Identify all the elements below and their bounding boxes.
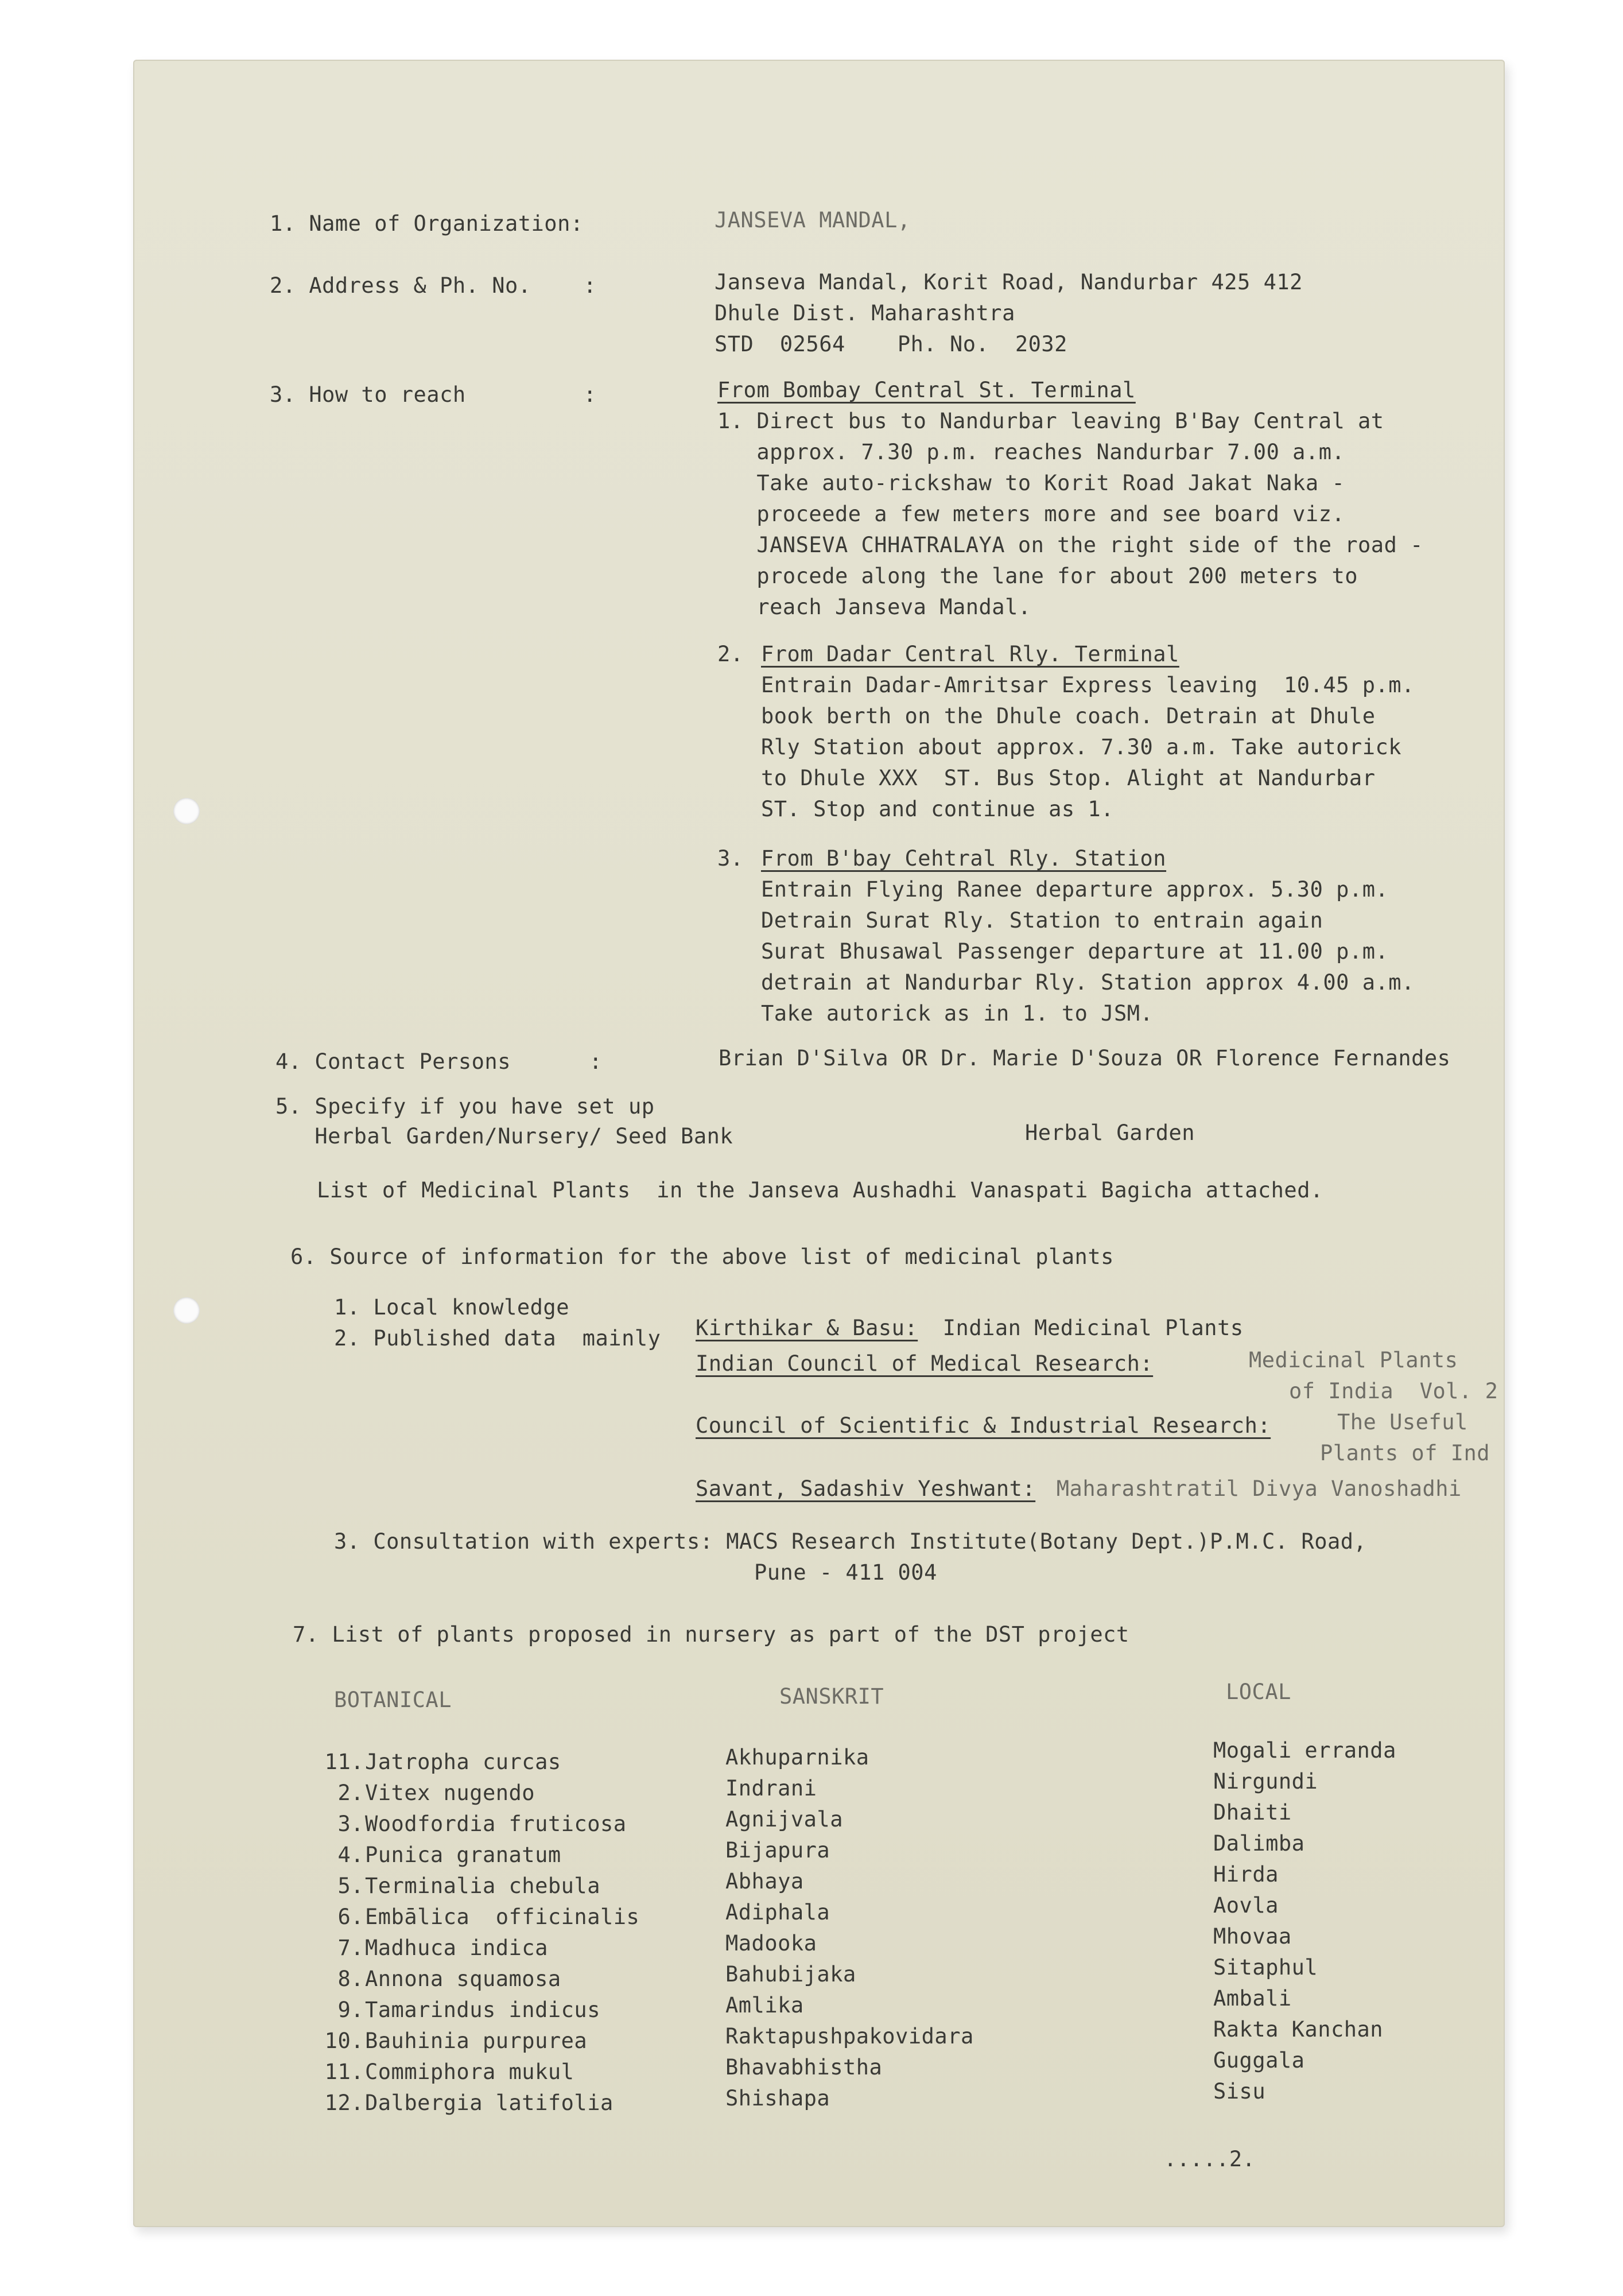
address-line-2: Dhule Dist. Maharashtra xyxy=(715,301,1015,325)
route-1-line: 1. Direct bus to Nandurbar leaving B'Bay Central at xyxy=(717,409,1384,433)
route-1-line: JANSEVA CHHATRALAYA on the right side of the road - xyxy=(717,533,1423,557)
row-number: 7. xyxy=(337,1936,364,1960)
local-name: Mhovaa xyxy=(1213,1924,1292,1949)
garden-label-1: 5. Specify if you have set up xyxy=(275,1094,655,1119)
row-number: 5. xyxy=(337,1874,364,1898)
local-name: Ambali xyxy=(1213,1986,1292,2011)
sanskrit-name: Bahubijaka xyxy=(725,1962,856,1987)
garden-value: Herbal Garden xyxy=(1025,1120,1195,1145)
botanical-name: Jatropha curcas xyxy=(365,1750,561,1774)
reference-title: Medicinal Plants xyxy=(1249,1348,1458,1372)
row-number: 9. xyxy=(337,1998,364,2022)
route-3-line: Take autorick as in 1. to JSM. xyxy=(761,1001,1154,1026)
reference-author: Kirthikar & Basu: xyxy=(696,1316,918,1340)
route-2-line: ST. Stop and continue as 1. xyxy=(761,797,1114,821)
sanskrit-name: Akhuparnika xyxy=(725,1745,869,1770)
punch-hole-top xyxy=(173,798,200,824)
reference-title: of India Vol. 2 xyxy=(1289,1379,1498,1403)
botanical-name: Woodfordia fruticosa xyxy=(365,1812,627,1836)
route-3-line: Surat Bhusawal Passenger departure at 11.00 p.m. xyxy=(761,939,1389,964)
source-label: 6. Source of information for the above list of medicinal plants xyxy=(290,1244,1114,1269)
route-1-heading: From Bombay Central St. Terminal xyxy=(717,378,1136,402)
botanical-name: Commiphora mukul xyxy=(365,2060,574,2084)
botanical-name: Annona squamosa xyxy=(365,1967,561,1991)
reference-author: Indian Council of Medical Research: xyxy=(696,1351,1154,1376)
row-number: 2. xyxy=(337,1781,364,1805)
local-name: Rakta Kanchan xyxy=(1213,2017,1384,2042)
route-1-line: procede along the lane for about 200 meters to xyxy=(717,564,1358,588)
route-2-heading: From Dadar Central Rly. Terminal xyxy=(761,642,1179,666)
route-3-line: Detrain Surat Rly. Station to entrain again xyxy=(761,908,1323,933)
botanical-name: Tamarindus indicus xyxy=(365,1998,600,2022)
source-published-data: 2. Published data mainly xyxy=(334,1326,661,1351)
page-continuation-marker: .....2. xyxy=(1164,2147,1256,2171)
column-header-botanical: BOTANICAL xyxy=(334,1688,452,1712)
local-name: Dalimba xyxy=(1213,1831,1305,1856)
reference-title: The Useful xyxy=(1337,1410,1468,1434)
sanskrit-name: Bhavabhistha xyxy=(725,2055,883,2080)
row-number: 10. xyxy=(324,2029,364,2053)
reference-title: Plants of Ind xyxy=(1320,1441,1490,1465)
row-number: 8. xyxy=(337,1967,364,1991)
local-name: Nirgundi xyxy=(1213,1769,1318,1794)
row-number: 3. xyxy=(337,1812,364,1836)
sanskrit-name: Raktapushpakovidara xyxy=(725,2024,974,2049)
org-value: JANSEVA MANDAL, xyxy=(715,208,911,232)
contact-value: Brian D'Silva OR Dr. Marie D'Souza OR Florence Fernandes xyxy=(719,1046,1451,1071)
address-label: 2. Address & Ph. No. : xyxy=(270,273,597,298)
botanical-name: Vitex nugendo xyxy=(365,1781,535,1805)
sanskrit-name: Agnijvala xyxy=(725,1807,843,1832)
local-name: Hirda xyxy=(1213,1862,1279,1887)
route-3-heading: From B'bay Cehtral Rly. Station xyxy=(761,846,1167,871)
botanical-name: Madhuca indica xyxy=(365,1936,548,1960)
medicinal-list-note: List of Medicinal Plants in the Janseva Aushadhi Vanaspati Bagicha attached. xyxy=(317,1178,1323,1203)
route-3-line: Entrain Flying Ranee departure approx. 5.30 p.m. xyxy=(761,877,1389,902)
sanskrit-name: Amlika xyxy=(725,1993,804,2018)
botanical-name: Embālica officinalis xyxy=(365,1905,640,1929)
route-2-number: 2. xyxy=(717,642,744,666)
local-name: Guggala xyxy=(1213,2048,1305,2073)
sanskrit-name: Bijapura xyxy=(725,1838,830,1863)
route-2-line: to Dhule XXX ST. Bus Stop. Alight at Nandurbar xyxy=(761,766,1376,790)
route-1-line: reach Janseva Mandal. xyxy=(717,595,1031,619)
source-local-knowledge: 1. Local knowledge xyxy=(334,1295,569,1320)
sanskrit-name: Shishapa xyxy=(725,2086,830,2111)
route-2-line: Rly Station about approx. 7.30 a.m. Take autorick xyxy=(761,735,1402,759)
sanskrit-name: Madooka xyxy=(725,1931,817,1956)
route-1-line: Take auto-rickshaw to Korit Road Jakat Naka - xyxy=(717,471,1345,495)
column-header-sanskrit: SANSKRIT xyxy=(779,1684,884,1709)
reference-title: Indian Medicinal Plants xyxy=(930,1316,1244,1340)
sanskrit-name: Indrani xyxy=(725,1776,817,1801)
botanical-name: Punica granatum xyxy=(365,1843,561,1867)
route-3-line: detrain at Nandurbar Rly. Station approx 4.00 a.m. xyxy=(761,970,1415,995)
route-3-number: 3. xyxy=(717,846,744,871)
row-number: 4. xyxy=(337,1843,364,1867)
address-line-3: STD 02564 Ph. No. 2032 xyxy=(715,332,1067,356)
row-number: 11. xyxy=(324,1750,364,1774)
source-consultation-address: Pune - 411 004 xyxy=(754,1560,937,1585)
local-name: Dhaiti xyxy=(1213,1800,1292,1825)
address-line-1: Janseva Mandal, Korit Road, Nandurbar 425 412 xyxy=(715,270,1303,294)
local-name: Sisu xyxy=(1213,2079,1266,2104)
route-1-line: approx. 7.30 p.m. reaches Nandurbar 7.00 a.m. xyxy=(717,440,1345,464)
row-number: 12. xyxy=(324,2091,364,2115)
org-label: 1. Name of Organization: xyxy=(270,211,584,236)
how-to-reach-label: 3. How to reach : xyxy=(270,382,597,407)
botanical-name: Terminalia chebula xyxy=(365,1874,600,1898)
reference-author: Council of Scientific & Industrial Research: xyxy=(696,1413,1271,1438)
local-name: Aovla xyxy=(1213,1893,1279,1918)
garden-label-2: Herbal Garden/Nursery/ Seed Bank xyxy=(275,1124,733,1149)
punch-hole-bottom xyxy=(173,1297,200,1324)
row-number: 11. xyxy=(324,2060,364,2084)
row-number: 6. xyxy=(337,1905,364,1929)
route-1-line: proceede a few meters more and see board viz. xyxy=(717,502,1345,526)
plants-label: 7. List of plants proposed in nursery as part of the DST project xyxy=(293,1622,1129,1647)
reference-author: Savant, Sadashiv Yeshwant: xyxy=(696,1476,1036,1501)
sanskrit-name: Abhaya xyxy=(725,1869,804,1894)
local-name: Mogali erranda xyxy=(1213,1738,1396,1763)
source-consultation: 3. Consultation with experts: MACS Research Institute(Botany Dept.)P.M.C. Road, xyxy=(334,1529,1367,1554)
botanical-name: Bauhinia purpurea xyxy=(365,2029,588,2053)
contact-label: 4. Contact Persons : xyxy=(275,1049,603,1074)
botanical-name: Dalbergia latifolia xyxy=(365,2091,614,2115)
reference-title: Maharashtratil Divya Vanoshadhi xyxy=(1043,1476,1462,1501)
column-header-local: LOCAL xyxy=(1226,1680,1291,1704)
sanskrit-name: Adiphala xyxy=(725,1900,830,1925)
local-name: Sitaphul xyxy=(1213,1955,1318,1980)
route-2-line: Entrain Dadar-Amritsar Express leaving 10.45 p.m. xyxy=(761,673,1415,697)
route-2-line: book berth on the Dhule coach. Detrain at Dhule xyxy=(761,704,1376,728)
